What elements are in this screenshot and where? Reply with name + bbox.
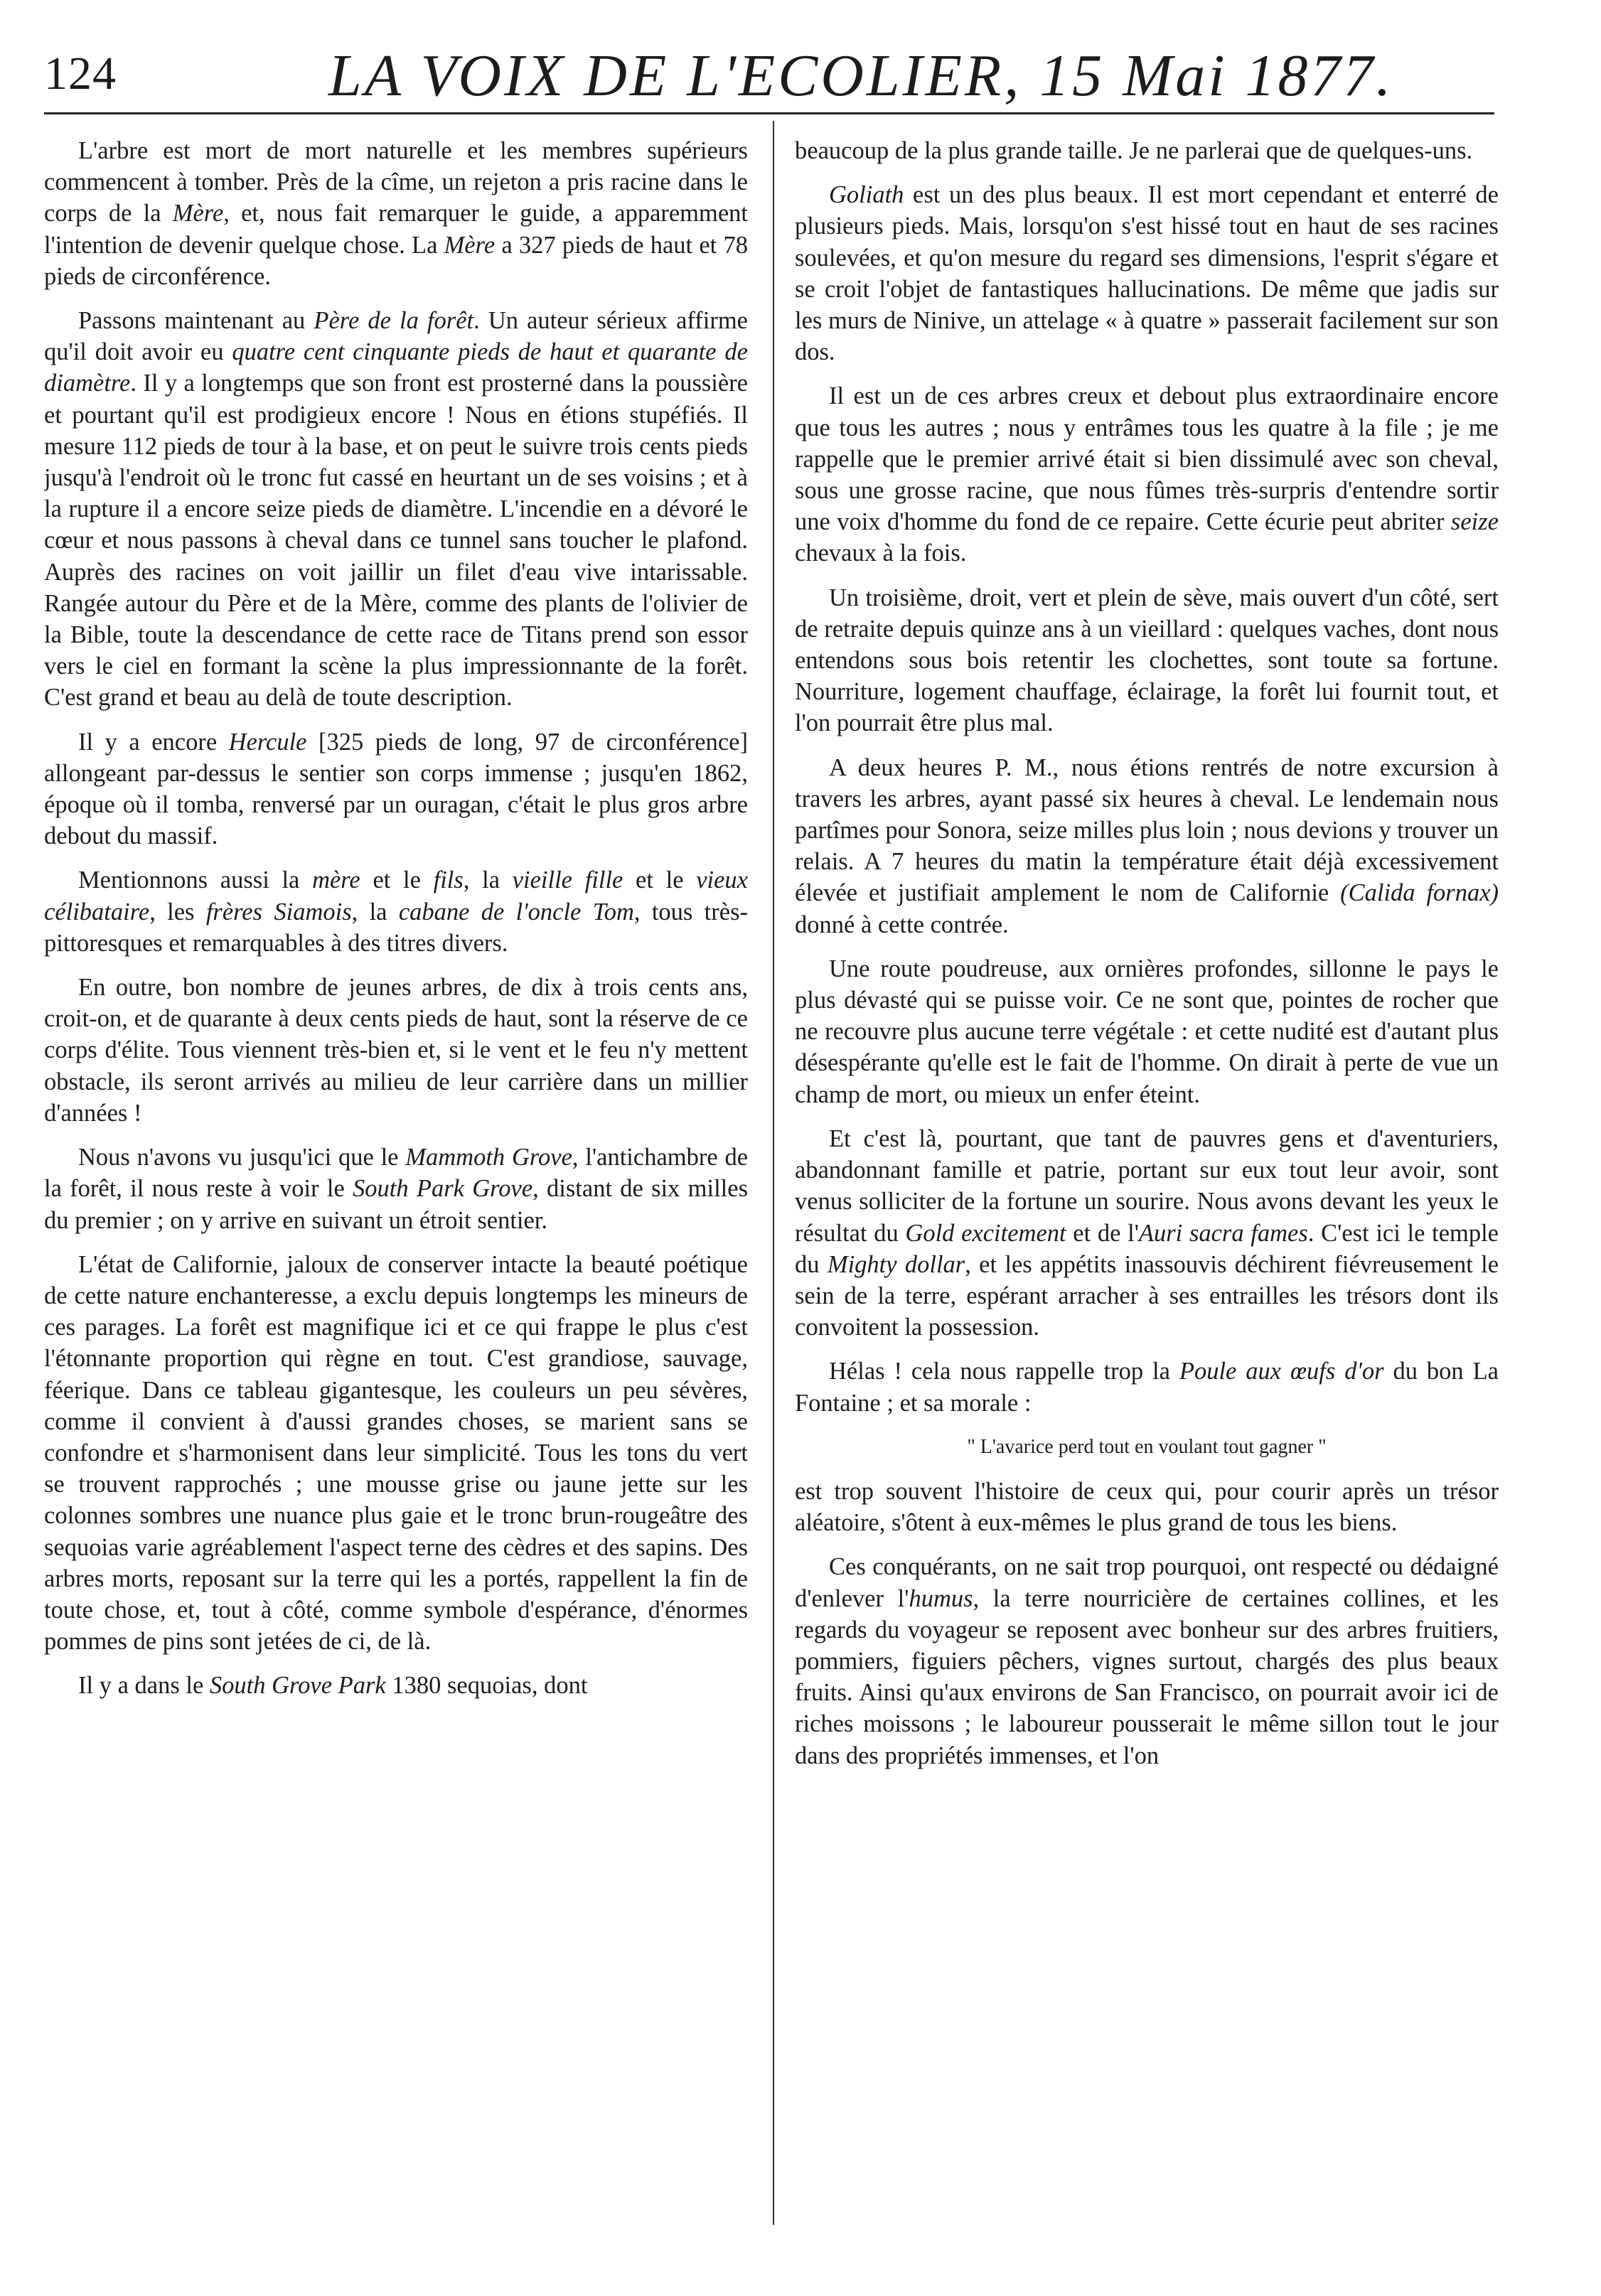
paragraph: [795, 135, 1499, 166]
italic-text: South Grove Park: [209, 1672, 386, 1700]
text: Mentionnons aussi la: [78, 867, 313, 894]
text: du bon La Fontaine ; et sa morale :: [795, 1358, 1499, 1417]
paragraph: [44, 972, 748, 1129]
text: . Un auteur sérieux affirme qu'il doit avoir eu: [44, 307, 748, 366]
italic-text: frères Siamois: [205, 898, 352, 926]
quotation: [795, 1432, 1499, 1463]
text: [325 pieds de long, 97 de circonférence] allongeant par-dessus le sentier son corps immense ; jusqu'en 1862, époque où il tomba, renversé par un ouragan, c'était le plus gros arbre debout du massif.: [44, 728, 748, 850]
text: et le: [623, 867, 697, 894]
text: , la: [463, 867, 513, 894]
text: , et, nous fait remarquer le guide, a apparemment l'intention de devenir quelque chose. La: [44, 200, 748, 259]
text: , tous très-pittoresques et remarquables à des titres divers.: [44, 898, 748, 957]
paragraph: [795, 582, 1499, 739]
running-title: LA VOIX DE L'ECOLIER, 15 Mai 1877.: [328, 43, 1394, 109]
paragraph: [795, 953, 1499, 1110]
text: 1380 sequoias, dont: [385, 1672, 588, 1700]
paragraph: [44, 864, 748, 959]
text: Un troisième, droit, vert et plein de sève, mais ouvert d'un côté, sert de retraite depuis quinze ans à un vieillard : quelques vaches, dont nous entendons sous bois retentir les clochettes, sont toute sa fortune. Nourriture, logement chauffage, éclairage, la forêt lui fournit tout, et l'on pourrait être plus mal.: [795, 584, 1499, 737]
paragraph: [44, 135, 748, 292]
page-header: [44, 34, 1494, 114]
italic-text: vieux célibataire: [44, 867, 748, 926]
text: a 327 pieds de haut et 78 pieds de circonférence.: [44, 231, 748, 290]
text: donné à cette contrée.: [795, 911, 1009, 938]
italic-text: quatre cent cinquante pieds de haut et quarante de diamètre: [44, 338, 748, 397]
paragraph: [795, 1476, 1499, 1538]
italic-text: humus: [909, 1584, 973, 1612]
italic-text: (Calida fornax): [1340, 879, 1499, 907]
paragraph: [44, 1142, 748, 1236]
text: est trop souvent l'histoire de ceux qui, pour courir après un trésor aléatoire, s'ôtent à eux-mêmes le plus grand de tous les biens.: [795, 1477, 1499, 1537]
text: , distant de six milles du premier ; on y arrive en suivant un étroit sentier.: [44, 1175, 748, 1234]
italic-text: cabane de l'oncle Tom: [398, 898, 634, 926]
text: , l'antichambre de la forêt, il nous reste à voir le: [44, 1144, 748, 1203]
text: et de l': [1066, 1219, 1139, 1247]
italic-text: Mighty dollar: [827, 1250, 965, 1278]
italic-text: Poule aux œufs d'or: [1179, 1358, 1384, 1385]
column-divider: [773, 121, 774, 2225]
paragraph: [795, 1551, 1499, 1771]
text: Et c'est là, pourtant, que tant de pauvres gens et d'aventuriers, abandonnant famille et patrie, portant sur eux tout leur avoir, sont venus solliciter de la fortune un sourire. Nous avons devant les yeux le résultat du: [795, 1125, 1499, 1247]
italic-text: fils: [433, 867, 464, 894]
paragraph: [44, 1670, 748, 1701]
italic-text: Auri sacra fames: [1138, 1219, 1308, 1247]
page-number: 124: [44, 48, 117, 100]
text: L'état de Californie, jaloux de conserver intacte la beauté poétique de cette nature enchanteresse, a exclu depuis longtemps les mineurs de ces parages. La forêt est magnifique ici et ce qui frappe le plus c'est l'étonnante proportion qui règne en tout. C'est grandiose, sauvage, féerique. Dans ce tableau gigantesque, les couleurs un peu sévères, comme il convient à d'aussi grandes choses, se marient sans se confondre et s'harmonisent dans leur simplicité. Tous les tons du vert se trouvent rapprochés ; une mousse grise ou jaune jette sur les colonnes sombres une nuance plus gaie et le tronc brun-rougeâtre des sequoias varie agréablement l'aspect terne des cèdres et des sapins. Des arbres morts, reposant sur la terre qui les a portés, rappellent la fin de toute chose, et, tout à côté, comme symbole d'espérance, d'énormes pommes de pins sont jetées de ci, de là.: [44, 1250, 748, 1656]
text: " L'avarice perd tout en voulant tout gagner ": [967, 1435, 1327, 1458]
paragraph: [795, 179, 1499, 368]
text: . Il y a longtemps que son front est prosterné dans la poussière et pourtant qu'il est prodigieux encore ! Nous en étions stupéfiés. Il mesure 112 pieds de tour à la base, et on peut le suivre trois cents pieds jusqu'à l'endroit où le tronc fut cassé en heurtant un de ses voisins ; et à la rupture il a encore seize pieds de diamètre. L'incendie en a dévoré le cœur et nous passons à cheval dans ce tunnel sans toucher le plafond. Auprès des racines on voit jaillir un filet d'eau vive intarissable. Rangée autour du Père et de la Mère, comme des plants de l'olivier de la Bible, toute la descendance de cette race de Titans prend son essor vers le ciel en formant la scène la plus impressionnante de la forêt. C'est grand et beau au delà de toute description.: [44, 370, 748, 712]
text: Hélas ! cela nous rappelle trop la: [829, 1358, 1179, 1385]
text: , et les appétits inassouvis déchirent fiévreusement le sein de la terre, espérant arracher à ses entrailles les trésors dont ils convoitent la possession.: [795, 1250, 1499, 1341]
paragraph: [44, 726, 748, 852]
italic-text: vieille fille: [512, 867, 623, 894]
italic-text: Hercule: [228, 728, 307, 756]
italic-text: Père de la forêt: [314, 307, 474, 335]
italic-text: mère: [312, 867, 360, 894]
text: Passons maintenant au: [78, 307, 314, 335]
italic-text: Mère: [444, 231, 496, 259]
text: beaucoup de la plus grande taille. Je ne parlerai que de quelques-uns.: [795, 137, 1473, 164]
text: . C'est ici le temple du: [795, 1219, 1499, 1278]
paragraph: [44, 1249, 748, 1658]
text: et le: [360, 867, 434, 894]
italic-text: seize: [1450, 508, 1499, 536]
text: Il y a dans le: [78, 1672, 210, 1700]
text: , la: [351, 898, 399, 926]
text: L'arbre est mort de mort naturelle et les membres supérieurs commencent à tomber. Près de la cîme, un rejeton a pris racine dans le corps de la: [44, 137, 748, 227]
text: , la terre nourricière de certaines collines, et les regards du voyageur se reposent avec bonheur sur des arbres fruitiers, pommiers, figuiers pêchers, vignes surtout, chargés des plus beaux fruits. Ainsi qu'aux environs de San Francisco, on pourrait avoir ici de riches moissons ; le laboureur pousserait le même sillon tout le jour dans des propriétés immenses, et l'on: [795, 1584, 1499, 1769]
text: chevaux à la fois.: [795, 540, 967, 567]
italic-text: Mère: [172, 200, 224, 227]
text: Nous n'avons vu jusqu'ici que le: [78, 1144, 406, 1171]
text: Il est un de ces arbres creux et debout plus extraordinaire encore que tous les autres ; nous y entrâmes tous les quatre à la file ; je me rappelle que le premier arrivé était si bien dissimulé avec son cheval, sous une grosse racine, que nous fûmes très-surpris d'entendre sortir une voix d'homme du fond de ce repaire. Cette écurie peut abriter: [795, 382, 1499, 536]
italic-text: South Park Grove: [353, 1175, 533, 1203]
paragraph: [795, 752, 1499, 940]
italic-text: Mammoth Grove: [405, 1144, 572, 1171]
text: Il y a encore: [78, 728, 229, 756]
text: A deux heures P. M., nous étions rentrés de notre excursion à travers les arbres, ayant passé six heures à cheval. Le lendemain nous partîmes pour Sonora, seize milles plus loin ; nous devions y trouver un relais. A 7 heures du matin la température était déjà excessivement élevée et justifiait amplement le nom de Californie: [795, 753, 1499, 907]
text: Une route poudreuse, aux ornières profondes, sillonne le pays le plus dévasté qui se puisse voir. Ce ne sont que, pointes de rocher que ne recouvre plus aucune terre végétale : et cette nudité est d'autant plus désespérante qu'elle est le fait de l'homme. On dirait à perte de vue un champ de mort, ou mieux un enfer éteint.: [795, 955, 1499, 1108]
text: Ces conquérants, on ne sait trop pourquoi, ont respecté ou dédaigné d'enlever l': [795, 1553, 1499, 1612]
text: , les: [149, 898, 206, 926]
right-column: [795, 135, 1499, 2260]
italic-text: Goliath: [829, 181, 904, 209]
paragraph: [795, 1356, 1499, 1418]
italic-text: Gold excitement: [905, 1219, 1066, 1247]
paragraph: [44, 305, 748, 714]
text: En outre, bon nombre de jeunes arbres, de dix à trois cents ans, croit-on, et de quarante à deux cents pieds de haut, sont la réserve de ce corps d'élite. Tous viennent très-bien et, si le vent et le feu n'y mettent obstacle, ils seront arrivés au milieu de leur carrière dans un millier d'années !: [44, 974, 748, 1127]
paragraph: [795, 1123, 1499, 1343]
text: est un des plus beaux. Il est mort cependant et enterré de plusieurs pieds. Mais, lorsqu'on s'est hissé tout en haut de ses racines soulevées, et qu'on mesure du regard ses dimensions, l'esprit s'égare et se croit l'objet de fantastiques hallucinations. De même que jadis sur les murs de Ninive, un attelage « à quatre » passerait facilement sur son dos.: [795, 181, 1499, 366]
paragraph: [795, 380, 1499, 569]
left-column: [44, 135, 748, 2260]
